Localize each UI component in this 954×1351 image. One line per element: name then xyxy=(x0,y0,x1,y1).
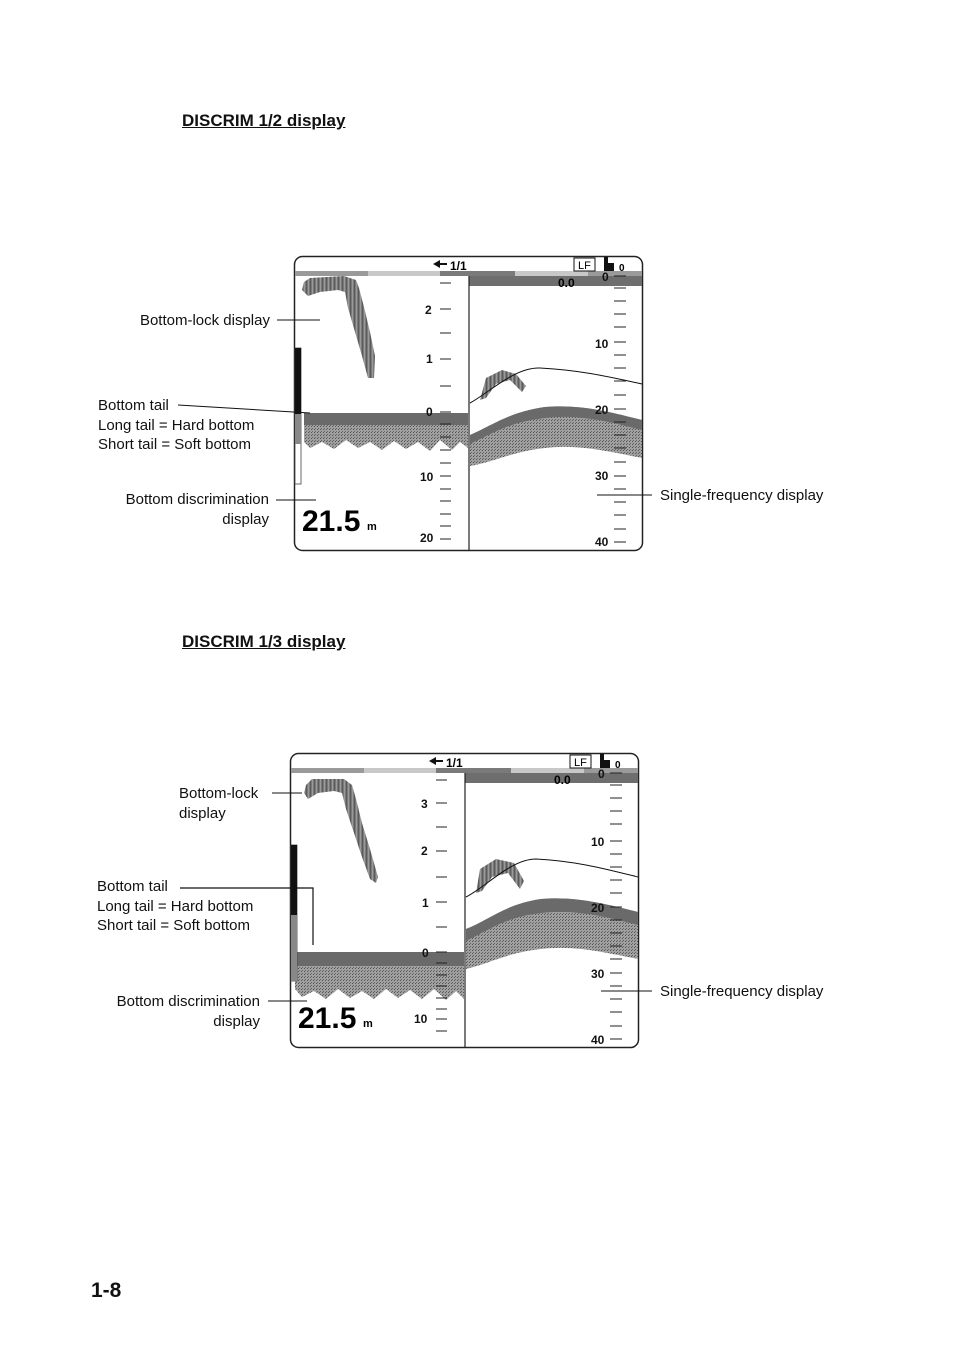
depth-scale-label: 30 xyxy=(595,469,609,483)
page-number: 1-8 xyxy=(91,1279,122,1302)
bl-scale-label: 0 xyxy=(426,405,433,419)
section-heading-discrim-1-3: DISCRIM 1/3 display xyxy=(182,632,346,651)
bl-scale-label: 2 xyxy=(421,844,428,858)
bl-scale-label: 1 xyxy=(426,352,433,366)
svg-text:1/1: 1/1 xyxy=(446,756,463,770)
svg-text:0: 0 xyxy=(619,263,625,274)
section-heading-discrim-1-2: DISCRIM 1/2 display xyxy=(182,111,346,130)
svg-text:1/1: 1/1 xyxy=(450,259,467,273)
label-single-frequency: Single-frequency display xyxy=(660,487,824,504)
depth-scale-label: 40 xyxy=(591,1033,605,1047)
depth-scale-label: 10 xyxy=(591,835,605,849)
label-bottom-discrimination: Bottom discrimination display xyxy=(125,491,269,528)
depth-scale-label: 0 xyxy=(598,767,605,781)
label-bottom-lock-display: Bottom-lock display xyxy=(179,785,259,822)
depth-scale-label: 20 xyxy=(591,901,605,915)
depth-scale-label: 10 xyxy=(595,337,609,351)
shift-value: 0.0 xyxy=(558,276,575,290)
svg-text:LF: LF xyxy=(578,260,591,272)
svg-text:LF: LF xyxy=(574,757,587,769)
depth-scale-label: 0 xyxy=(602,270,609,284)
depth-scale-label: 40 xyxy=(595,535,609,549)
label-single-frequency: Single-frequency display xyxy=(660,983,824,1000)
bl-scale-label: 2 xyxy=(425,303,432,317)
depth-readout: 21.5 xyxy=(298,1002,357,1035)
depth-unit: m xyxy=(367,521,377,533)
bl-scale-label: 10 xyxy=(420,470,434,484)
bl-scale-label: 10 xyxy=(414,1012,428,1026)
label-bottom-tail: Bottom tail Long tail = Hard bottom Short tail = Soft bottom xyxy=(98,397,255,453)
depth-unit: m xyxy=(363,1018,373,1030)
label-bottom-discrimination: Bottom discrimination display xyxy=(116,993,260,1030)
depth-scale-label: 20 xyxy=(595,403,609,417)
bl-scale-label: 3 xyxy=(421,797,428,811)
svg-text:0: 0 xyxy=(615,760,621,771)
bl-scale-label: 1 xyxy=(422,896,429,910)
depth-readout: 21.5 xyxy=(302,505,361,538)
shift-value: 0.0 xyxy=(554,773,571,787)
bl-scale-label: 20 xyxy=(420,531,434,545)
label-bottom-lock-display: Bottom-lock display xyxy=(139,312,270,329)
bl-scale-label: 0 xyxy=(422,946,429,960)
depth-scale-label: 30 xyxy=(591,967,605,981)
label-bottom-tail: Bottom tail Long tail = Hard bottom Short tail = Soft bottom xyxy=(97,878,254,934)
